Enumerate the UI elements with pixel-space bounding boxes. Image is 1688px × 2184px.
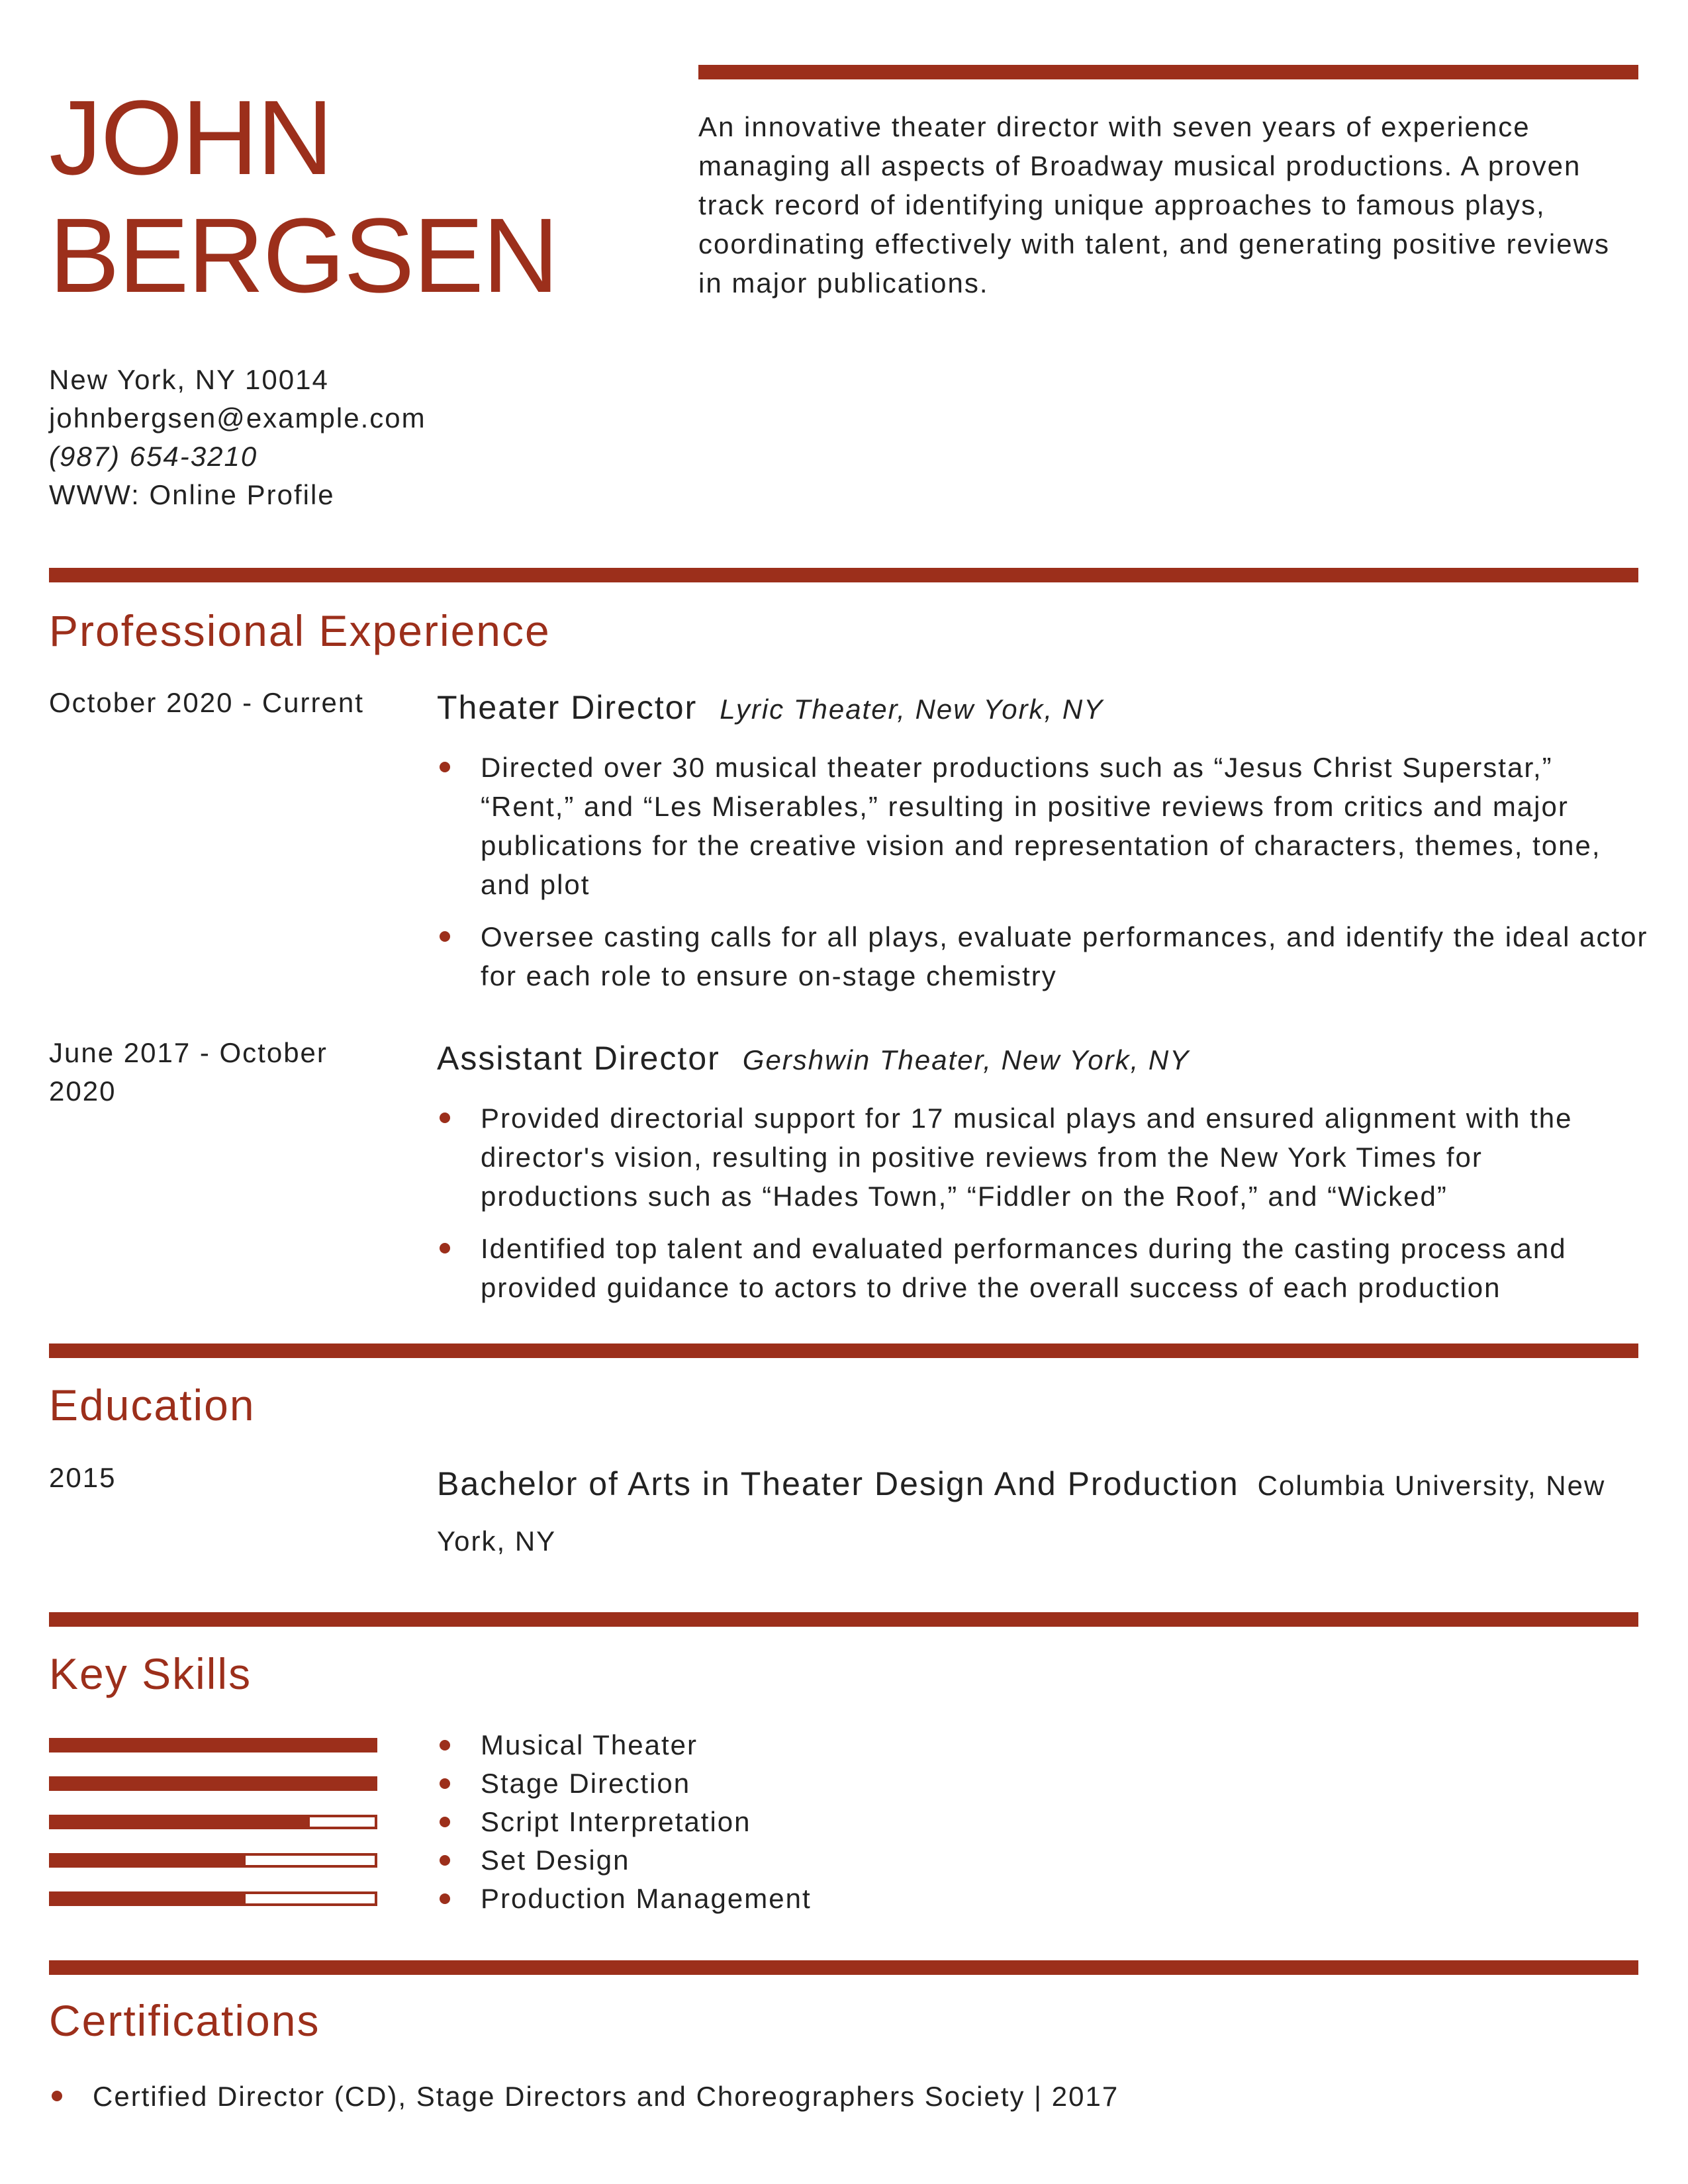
list-item: Provided directorial support for 17 musical plays and ensured alignment with the director's vision, resulting in positive reviews from the New York Times for productions such as “Hades Town,” “Fiddler on the Roof,” and “Wicked” bbox=[437, 1099, 1648, 1216]
job-2-dates: June 2017 - October 2020 bbox=[49, 1037, 328, 1107]
job-2-title: Assistant Director bbox=[437, 1040, 720, 1077]
last-name: BERGSEN bbox=[49, 196, 558, 314]
skill-level-bar bbox=[49, 1891, 377, 1906]
contact-location: New York, NY 10014 bbox=[49, 364, 329, 395]
certifications-section-title: Certifications bbox=[49, 1996, 320, 2045]
skill-item: Set Design bbox=[437, 1841, 1648, 1880]
education-school: Columbia University, New York, NY bbox=[437, 1470, 1606, 1557]
education-year: 2015 bbox=[49, 1462, 117, 1493]
skill-level-fill bbox=[52, 1779, 375, 1788]
education-divider bbox=[49, 1343, 1638, 1358]
skill-level-fill bbox=[52, 1817, 310, 1827]
skill-level-bar bbox=[49, 1776, 377, 1791]
skill-item: Stage Direction bbox=[437, 1764, 1648, 1803]
experience-section-title: Professional Experience bbox=[49, 606, 551, 655]
skills-divider bbox=[49, 1612, 1638, 1627]
job-2-header bbox=[437, 1039, 1190, 1077]
job-2-company: Gershwin Theater, New York, NY bbox=[742, 1044, 1190, 1075]
certification-item: Certified Director (CD), Stage Directors and Choreographers Society | 2017 bbox=[49, 2077, 1638, 2116]
certifications-list bbox=[49, 2077, 1638, 2116]
skill-level-fill bbox=[52, 1856, 246, 1865]
skill-item: Script Interpretation bbox=[437, 1803, 1648, 1841]
list-item: Oversee casting calls for all plays, evaluate performances, and identify the ideal actor for each role to ensure on-stage chemistry bbox=[437, 917, 1648, 995]
skills-section-title: Key Skills bbox=[49, 1649, 252, 1698]
skill-level-bar bbox=[49, 1738, 377, 1752]
certifications-divider bbox=[49, 1960, 1638, 1975]
education-entry bbox=[437, 1459, 1648, 1572]
list-item: Identified top talent and evaluated performances during the casting process and provided guidance to actors to drive the overall success of each production bbox=[437, 1229, 1648, 1307]
header-accent-bar bbox=[698, 65, 1638, 79]
first-name: JOHN bbox=[49, 78, 332, 197]
job-2-bullets bbox=[437, 1099, 1648, 1307]
skill-item: Production Management bbox=[437, 1880, 1648, 1918]
skill-level-bar bbox=[49, 1815, 377, 1829]
skill-level-bar bbox=[49, 1853, 377, 1868]
contact-website-link[interactable]: WWW: Online Profile bbox=[49, 479, 335, 510]
job-1-title: Theater Director bbox=[437, 689, 698, 726]
experience-divider bbox=[49, 568, 1638, 582]
skill-level-fill bbox=[52, 1741, 375, 1750]
professional-summary: An innovative theater director with seven years of experience managing all aspects of Broadway musical productions. A proven track record of identifying unique approaches to famous plays, coordinating effectively with talent, and generating positive reviews in major publications. bbox=[698, 111, 1610, 298]
job-1-dates: October 2020 - Current bbox=[49, 687, 364, 718]
contact-phone[interactable]: (987) 654-3210 bbox=[49, 441, 258, 472]
skill-level-fill bbox=[52, 1894, 246, 1903]
job-1-bullets bbox=[437, 748, 1648, 995]
job-1-header bbox=[437, 688, 1103, 727]
contact-email[interactable]: johnbergsen@example.com bbox=[49, 402, 426, 433]
skills-list bbox=[437, 1726, 1648, 1918]
skill-item: Musical Theater bbox=[437, 1726, 1648, 1764]
education-section-title: Education bbox=[49, 1381, 256, 1430]
list-item: Directed over 30 musical theater productions such as “Jesus Christ Superstar,” “Rent,” and “Les Miserables,” resulting in positive reviews from critics and major publications for the creative vision and representation of characters, themes, tone, and plot bbox=[437, 748, 1648, 904]
education-degree: Bachelor of Arts in Theater Design And Production bbox=[437, 1465, 1239, 1502]
job-1-company: Lyric Theater, New York, NY bbox=[720, 694, 1104, 725]
